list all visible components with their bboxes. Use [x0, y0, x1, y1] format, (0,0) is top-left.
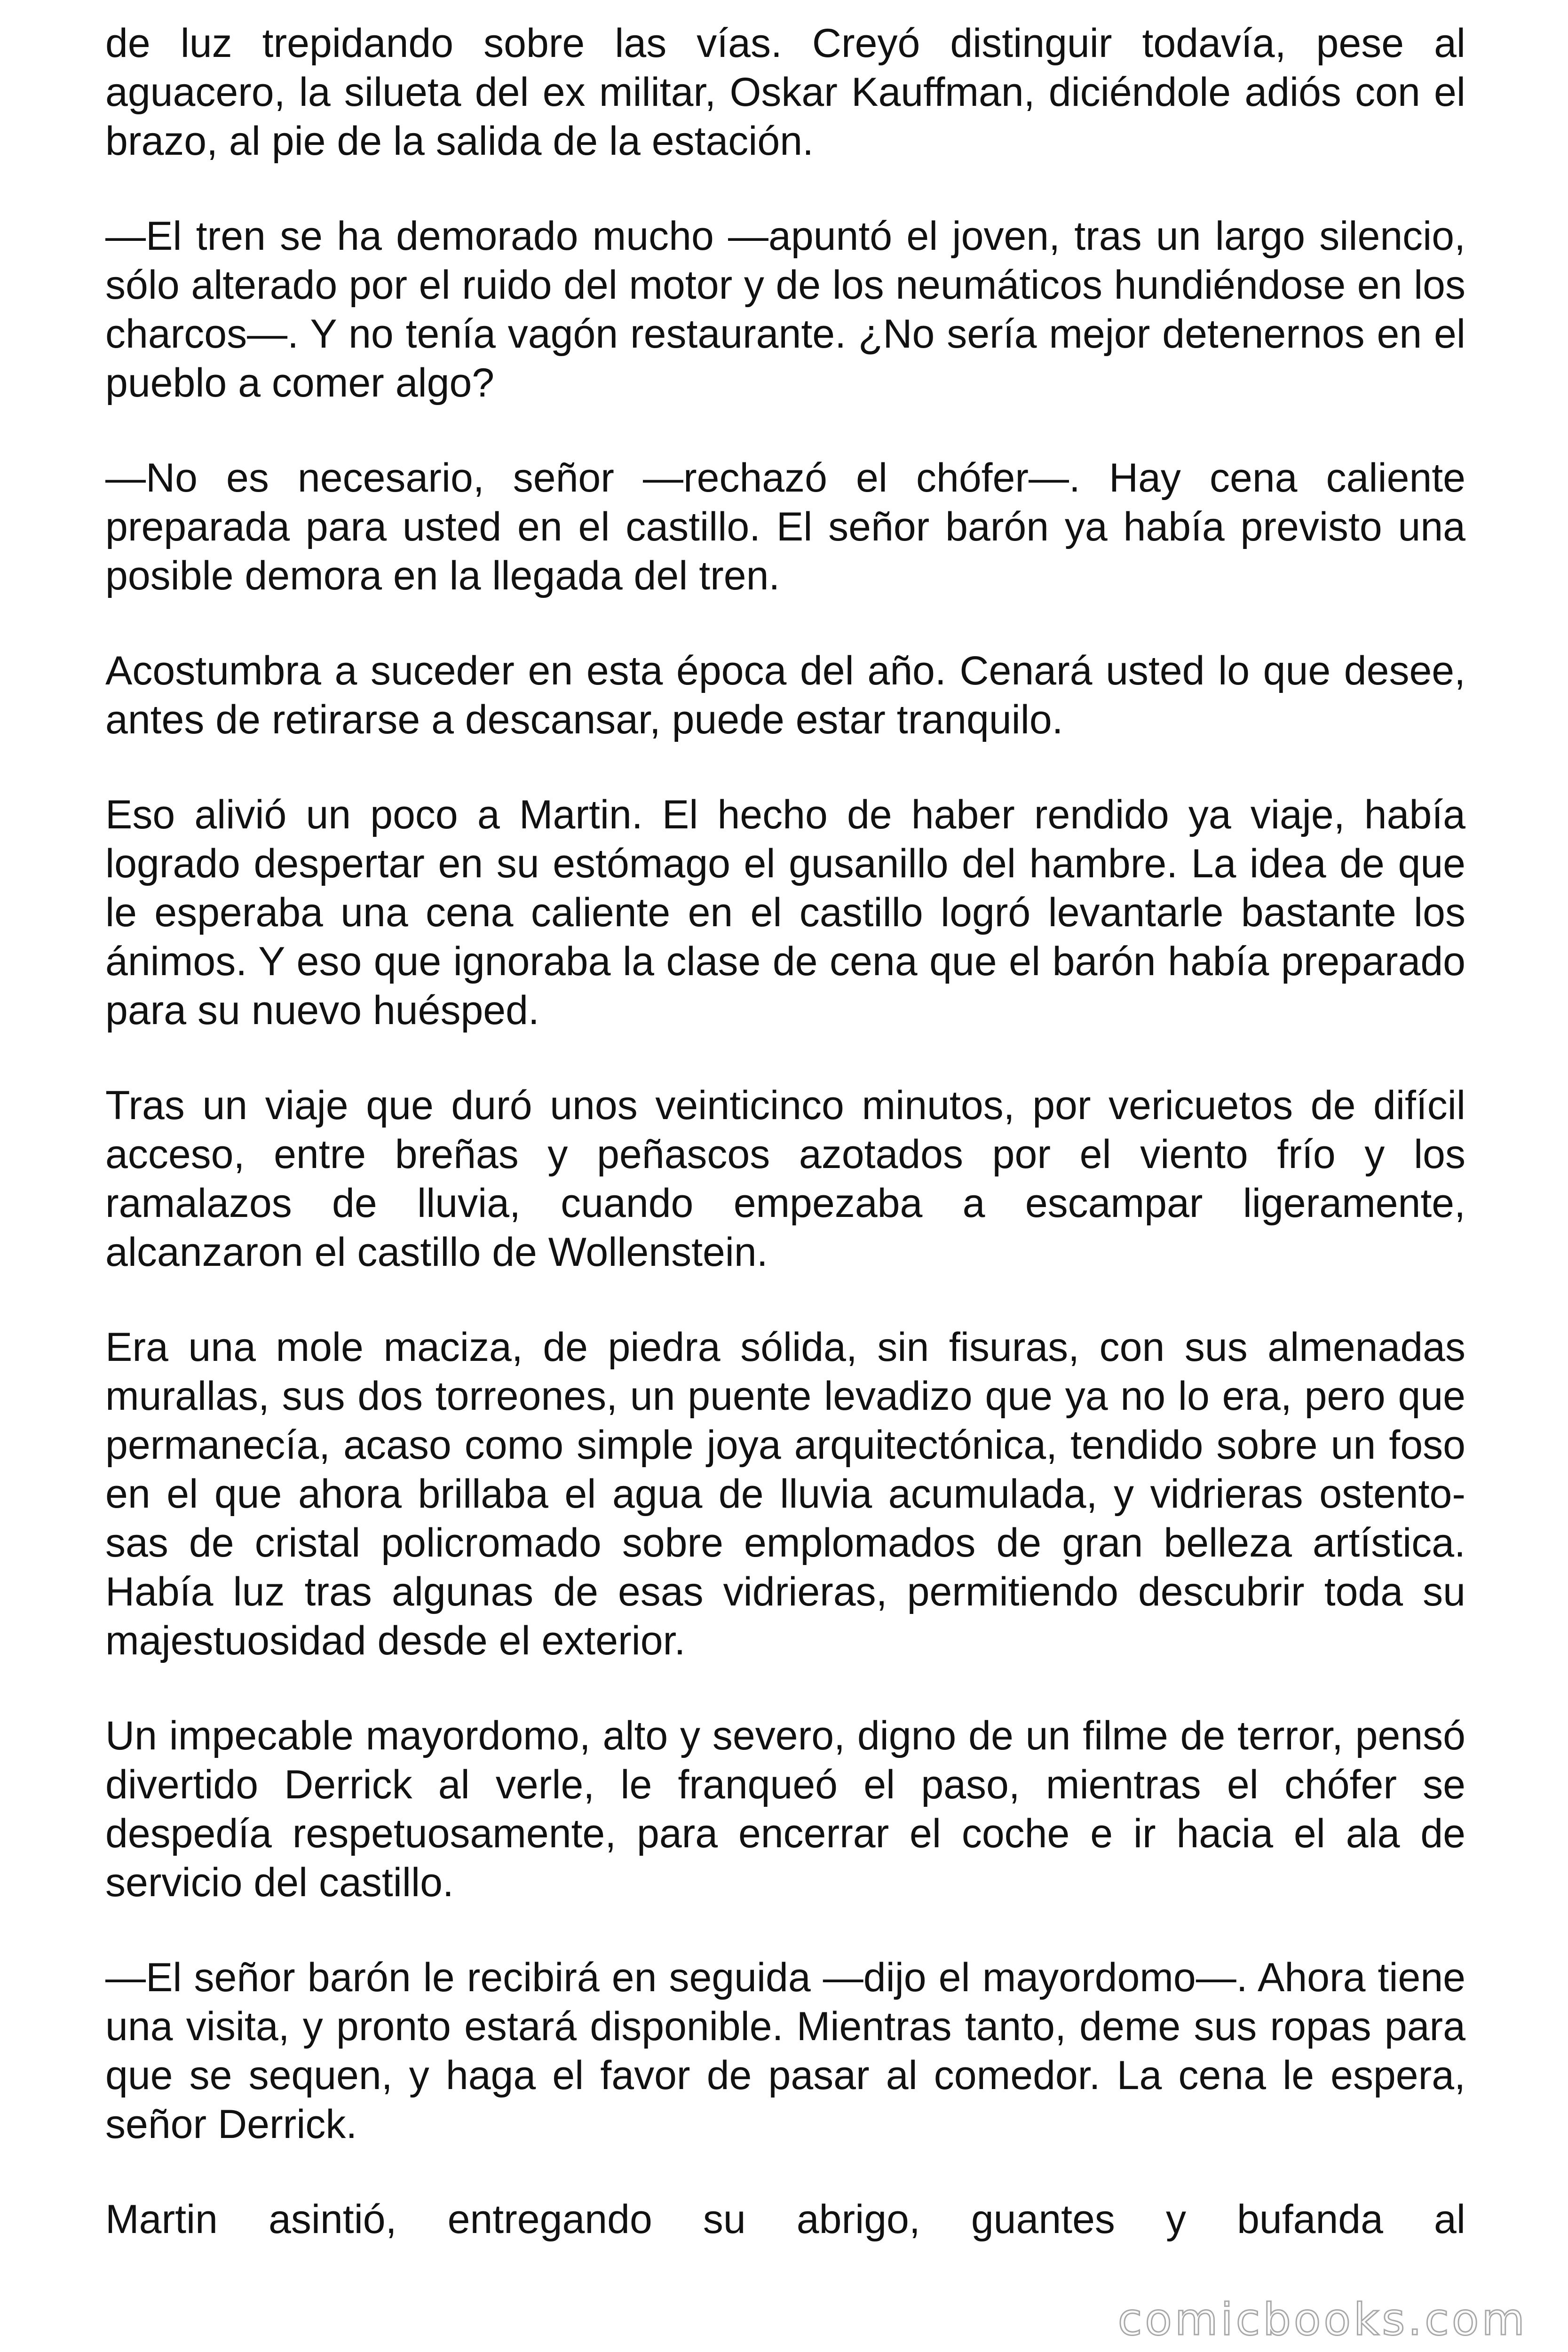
page-text [105, 19, 1465, 2290]
paragraph-4: Acostumbra a suceder en esta época del año. Cenará usted lo que desee, antes de retirarse a descansar, puede estar tranquilo. [105, 648, 1465, 742]
paragraph-7: Era una mole maciza, de piedra sólida, sin fisuras, con sus almenadas murallas, sus dos torreones, un puente levadizo que ya no lo era, pero que permanecía, acaso como simple joya arquitectónica, tendido sobre un foso en el que ahora brillaba el agua de lluvia acumulada, y vidrieras ostento-sas de cristal policromado sobre emplomados de gran belleza artística. Había luz tras algunas de esas vidrieras, permitiendo descubrir toda su majestuosidad desde el exterior. [105, 1325, 1465, 1663]
paragraph-5: Eso alivió un poco a Martin. El hecho de haber rendido ya viaje, había logrado despertar en su estómago el gusanillo del hambre. La idea de que le esperaba una cena caliente en el castillo logró levantarle bastante los ánimos. Y eso que ignoraba la clase de cena que el barón había preparado para su nuevo huésped. [105, 792, 1465, 1033]
paragraph-8: Un impecable mayordomo, alto y severo, digno de un filme de terror, pensó divertido Derrick al verle, le franqueó el paso, mientras el chófer se despedía respetuosamente, para encerrar el coche e ir hacia el ala de servicio del castillo. [105, 1713, 1465, 1905]
paragraph-3: —No es necesario, señor —rechazó el chófer—. Hay cena caliente preparada para usted en el castillo. El señor barón ya había previsto una posible demora en la llegada del tren. [105, 455, 1465, 598]
paragraph-6: Tras un viaje que duró unos veinticinco minutos, por vericuetos de difícil acceso, entre breñas y peñascos azotados por el viento frío y los ramalazos de lluvia, cuando empezaba a escampar ligeramente, alcanzaron el castillo de Wollenstein. [105, 1083, 1465, 1275]
paragraph-1: de luz trepidando sobre las vías. Creyó distinguir todavía, pese al aguacero, la silueta del ex militar, Oskar Kauffman, diciéndole adiós con el brazo, al pie de la salida de la estación. [105, 21, 1465, 164]
watermark: comicbooks.com [1117, 2294, 1528, 2345]
paragraph-10: Martin asintió, entregando su abrigo, guantes y bufanda al [105, 2197, 1465, 2242]
paragraph-2: —El tren se ha demorado mucho —apuntó el joven, tras un largo silencio, sólo alterado por el ruido del motor y de los neumáticos hundiéndose en los charcos—. Y no tenía vagón restaurante. ¿No sería mejor detenernos en el pueblo a comer algo? [105, 214, 1465, 405]
paragraph-9: —El señor barón le recibirá en seguida —dijo el mayordomo—. Ahora tiene una visita, y pronto estará disponible. Mientras tanto, deme sus ropas para que se sequen, y haga el favor de pasar al comedor. La cena le espera, señor Derrick. [105, 1955, 1465, 2147]
